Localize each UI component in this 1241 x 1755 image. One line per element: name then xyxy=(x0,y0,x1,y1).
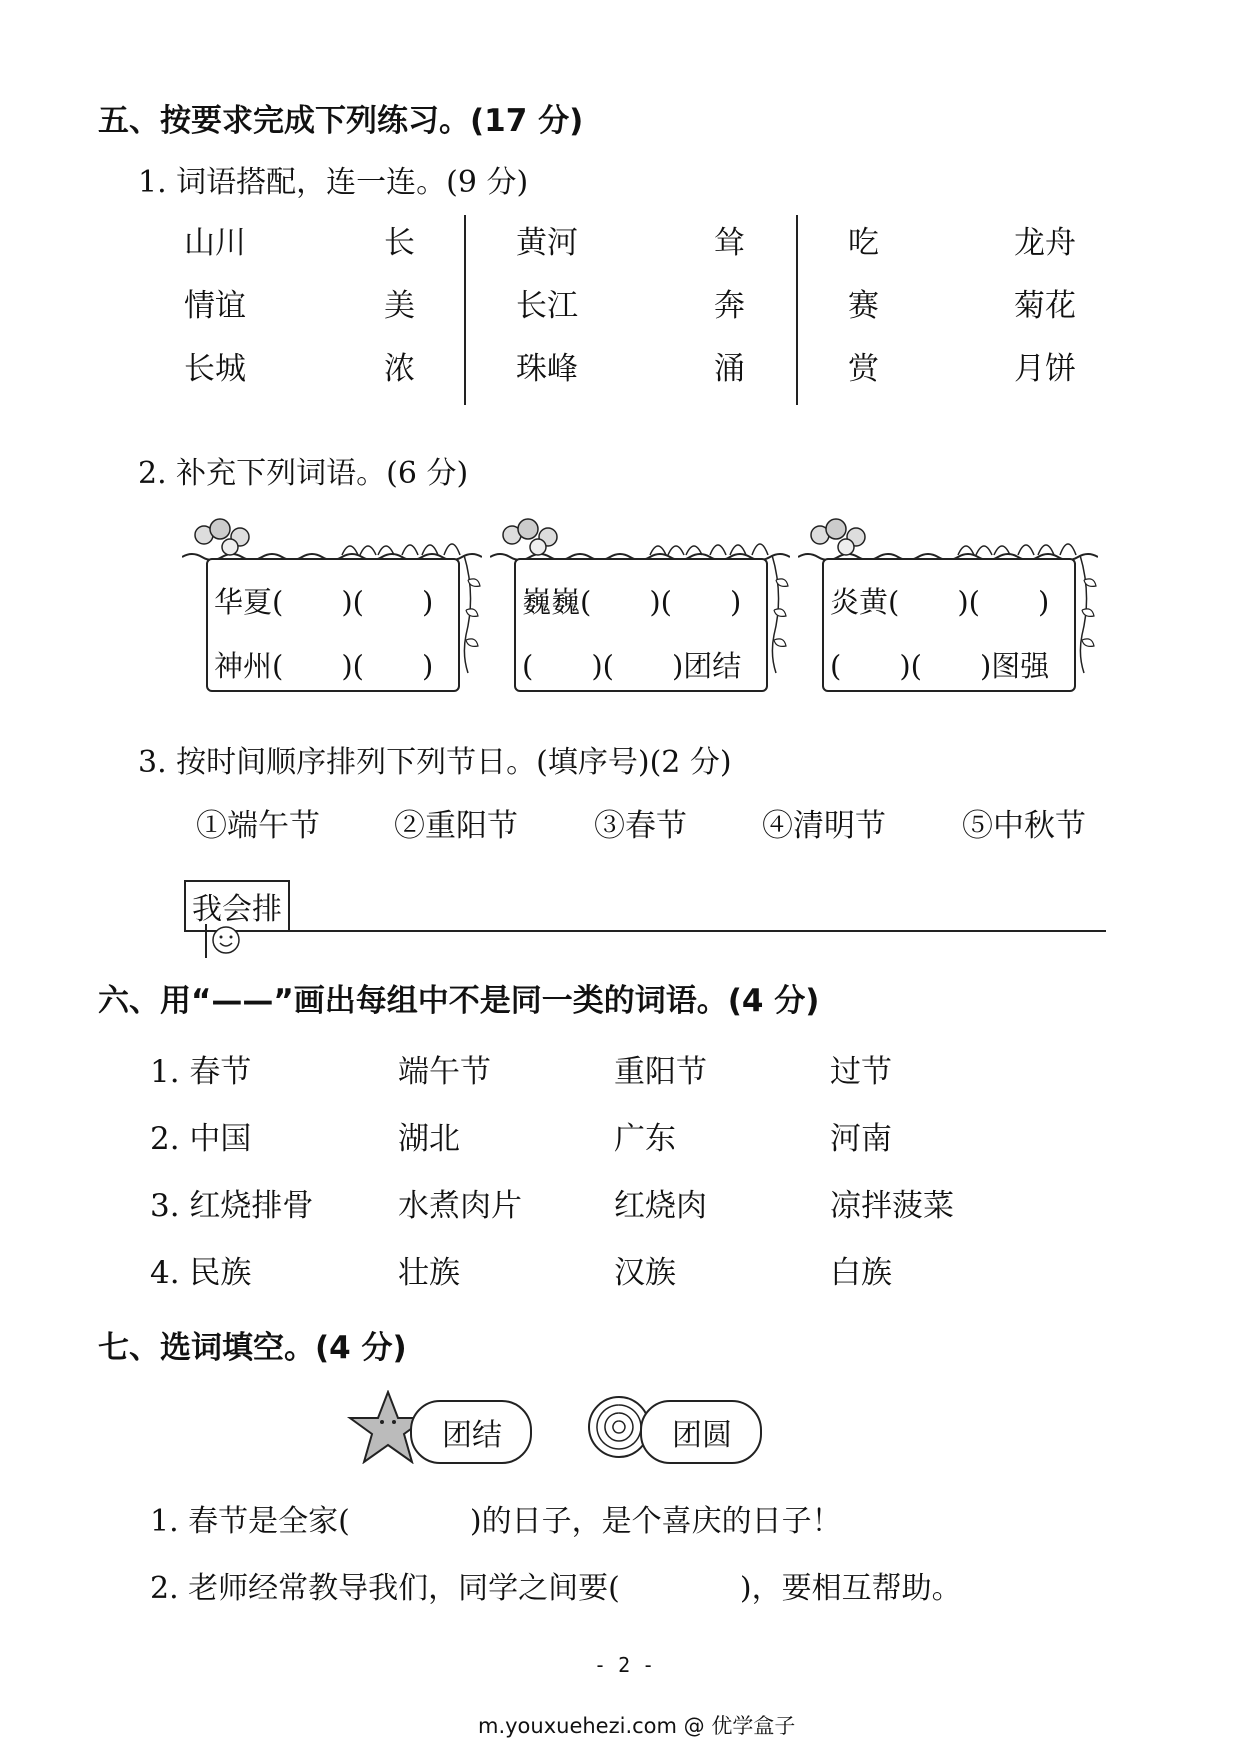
word-item: 湖北 xyxy=(398,1121,460,1157)
word-item: 3. 红烧排骨 xyxy=(150,1188,314,1224)
idiom-line: 华夏( )( ) xyxy=(214,585,434,619)
word-item: 壮族 xyxy=(398,1255,460,1291)
idiom-line: 炎黄( )( ) xyxy=(830,585,1050,619)
word-item: 2. 中国 xyxy=(150,1121,252,1157)
word-item: 凉拌菠菜 xyxy=(830,1188,954,1224)
idiom-card xyxy=(206,558,460,692)
match-word: 长江 xyxy=(516,288,578,324)
festival-item: ①端午节 xyxy=(196,808,320,844)
match-word: 黄河 xyxy=(516,225,578,261)
festival-item: ③春节 xyxy=(594,808,687,844)
match-word: 龙舟 xyxy=(1014,225,1076,261)
word-item: 过节 xyxy=(830,1054,892,1090)
answer-line[interactable] xyxy=(290,930,1106,932)
fill-sentence: 2. 老师经常教导我们，同学之间要( )，要相互帮助。 xyxy=(150,1571,962,1606)
group-divider xyxy=(464,215,466,405)
section6-title: 六、用“——”画出每组中不是同一类的词语。(4 分) xyxy=(98,983,820,1019)
word-item: 水煮肉片 xyxy=(398,1188,522,1224)
match-word: 吃 xyxy=(848,225,879,261)
fill-sentence: 1. 春节是全家( )的日子，是个喜庆的日子！ xyxy=(150,1504,842,1539)
word-option: 团结 xyxy=(410,1400,532,1464)
festival-item: ②重阳节 xyxy=(394,808,518,844)
match-word: 耸 xyxy=(714,225,745,261)
match-word: 山川 xyxy=(184,225,246,261)
match-word: 情谊 xyxy=(184,288,246,324)
smiley-icon xyxy=(202,924,244,958)
word-option: 团圆 xyxy=(640,1400,762,1464)
sign-label: 我会排 xyxy=(184,880,290,932)
word-item: 红烧肉 xyxy=(614,1188,707,1224)
site-watermark: m.youxuehezi.com @ 优学盒子 xyxy=(478,1714,796,1738)
vine-icon xyxy=(762,555,792,675)
match-word: 涌 xyxy=(714,351,745,387)
vine-icon xyxy=(454,555,484,675)
q3-title: 3. 按时间顺序排列下列节日。(填序号)(2 分) xyxy=(138,745,732,780)
idiom-card xyxy=(514,558,768,692)
festival-item: ⑤中秋节 xyxy=(962,808,1086,844)
word-item: 4. 民族 xyxy=(150,1255,252,1291)
match-word: 赛 xyxy=(848,288,879,324)
page-number: - 2 - xyxy=(594,1653,655,1677)
section5-title: 五、按要求完成下列练习。(17 分) xyxy=(98,103,584,139)
match-word: 美 xyxy=(384,288,415,324)
match-word: 菊花 xyxy=(1014,288,1076,324)
q1-title: 1. 词语搭配，连一连。(9 分) xyxy=(138,165,529,200)
vine-icon xyxy=(1070,555,1100,675)
word-item: 广东 xyxy=(614,1121,676,1157)
idiom-line: ( )( )团结 xyxy=(522,649,742,683)
idiom-line: 巍巍( )( ) xyxy=(522,585,742,619)
idiom-line: 神州( )( ) xyxy=(214,649,434,683)
match-word: 月饼 xyxy=(1014,351,1076,387)
match-word: 赏 xyxy=(848,351,879,387)
word-item: 河南 xyxy=(830,1121,892,1157)
group-divider xyxy=(796,215,798,405)
q2-title: 2. 补充下列词语。(6 分) xyxy=(138,456,469,491)
section7-title: 七、选词填空。(4 分) xyxy=(98,1330,407,1366)
idiom-line: ( )( )图强 xyxy=(830,649,1050,683)
festival-item: ④清明节 xyxy=(762,808,886,844)
word-item: 1. 春节 xyxy=(150,1054,252,1090)
word-item: 白族 xyxy=(830,1255,892,1291)
match-word: 浓 xyxy=(384,351,415,387)
match-word: 长 xyxy=(384,225,415,261)
idiom-card xyxy=(822,558,1076,692)
match-word: 长城 xyxy=(184,351,246,387)
word-item: 汉族 xyxy=(614,1255,676,1291)
word-item: 端午节 xyxy=(398,1054,491,1090)
match-word: 珠峰 xyxy=(516,351,578,387)
word-item: 重阳节 xyxy=(614,1054,707,1090)
match-word: 奔 xyxy=(714,288,745,324)
